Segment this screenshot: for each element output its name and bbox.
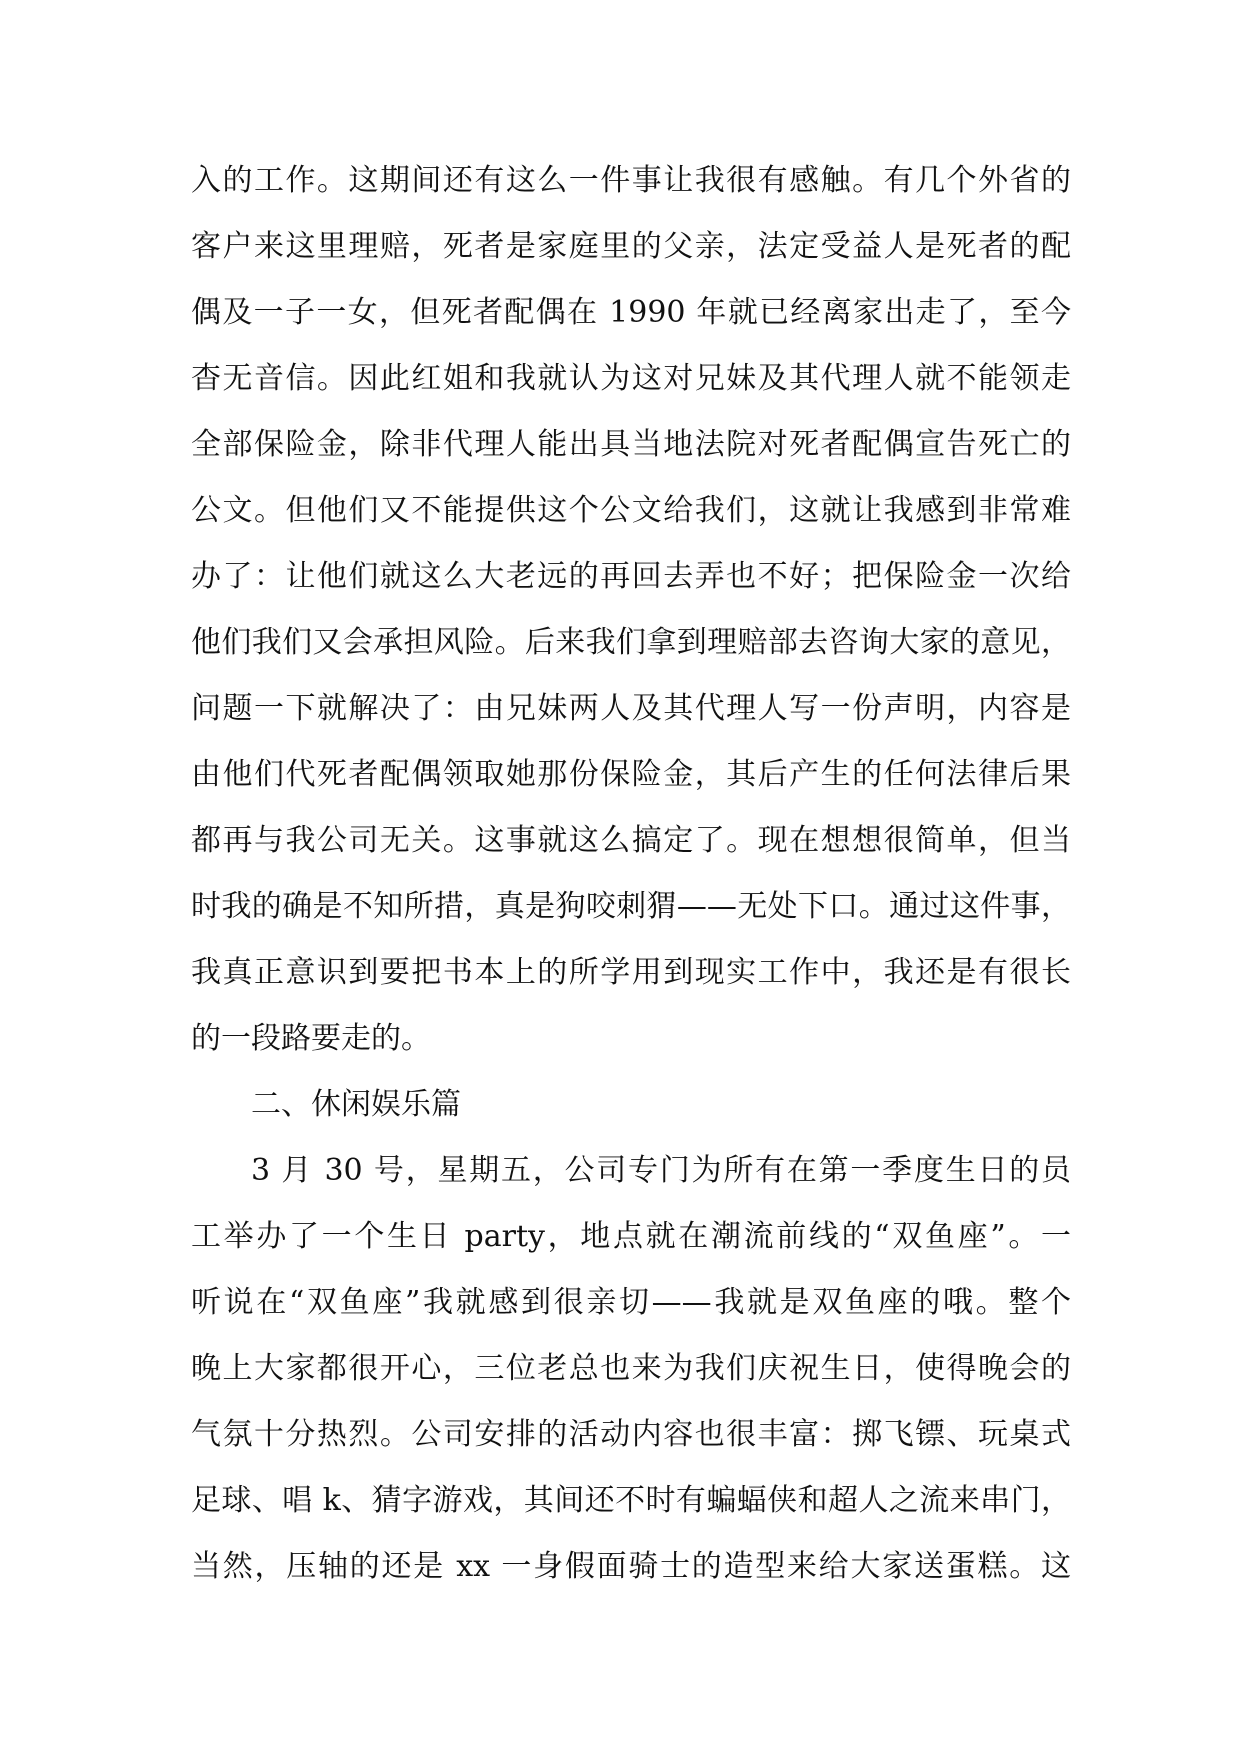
section-heading: 二、休闲娱乐篇 bbox=[251, 1087, 461, 1122]
paragraph-2-line: 3 月 30 号，星期五，公司专门为所有在第一季度生日的员 bbox=[251, 1153, 1071, 1188]
paragraph-1-line: 都再与我公司无关。这事就这么搞定了。现在想想很简单，但当 bbox=[191, 823, 1071, 858]
paragraph-1-line: 办了：让他们就这么大老远的再回去弄也不好；把保险金一次给 bbox=[191, 559, 1071, 594]
paragraph-1-line: 入的工作。这期间还有这么一件事让我很有感触。有几个外省的 bbox=[191, 163, 1071, 198]
paragraph-1-line: 偶及一子一女，但死者配偶在 1990 年就已经离家出走了，至今 bbox=[191, 295, 1071, 330]
paragraph-2-line: 听说在“双鱼座”我就感到很亲切——我就是双鱼座的哦。整个 bbox=[191, 1285, 1071, 1320]
document-body bbox=[191, 148, 1071, 1600]
paragraph-1-line: 时我的确是不知所措，真是狗咬刺猬——无处下口。通过这件事， bbox=[191, 889, 1071, 924]
paragraph-2-line: 足球、唱 k、猜字游戏，其间还不时有蝙蝠侠和超人之流来串门， bbox=[191, 1483, 1071, 1518]
paragraph-1-line: 杳无音信。因此红姐和我就认为这对兄妹及其代理人就不能领走 bbox=[191, 361, 1071, 396]
paragraph-1-line: 客户来这里理赔，死者是家庭里的父亲，法定受益人是死者的配 bbox=[191, 229, 1071, 264]
paragraph-1-line: 由他们代死者配偶领取她那份保险金，其后产生的任何法律后果 bbox=[191, 757, 1071, 792]
paragraph-1-line: 公文。但他们又不能提供这个公文给我们，这就让我感到非常难 bbox=[191, 493, 1071, 528]
paragraph-1-line: 我真正意识到要把书本上的所学用到现实工作中，我还是有很长 bbox=[191, 955, 1071, 990]
paragraph-2-line: 气氛十分热烈。公司安排的活动内容也很丰富：掷飞镖、玩桌式 bbox=[191, 1417, 1071, 1452]
paragraph-1-line: 的一段路要走的。 bbox=[191, 1021, 431, 1056]
paragraph-2-line: 工举办了一个生日 party，地点就在潮流前线的“双鱼座”。一 bbox=[191, 1219, 1071, 1254]
paragraph-1-line: 问题一下就解决了：由兄妹两人及其代理人写一份声明，内容是 bbox=[191, 691, 1071, 726]
paragraph-1-line: 全部保险金，除非代理人能出具当地法院对死者配偶宣告死亡的 bbox=[191, 427, 1071, 462]
paragraph-2-line: 当然，压轴的还是 xx 一身假面骑士的造型来给大家送蛋糕。这 bbox=[191, 1549, 1071, 1584]
paragraph-2-line: 晚上大家都很开心，三位老总也来为我们庆祝生日，使得晚会的 bbox=[191, 1351, 1071, 1386]
paragraph-1-line: 他们我们又会承担风险。后来我们拿到理赔部去咨询大家的意见， bbox=[191, 625, 1071, 660]
